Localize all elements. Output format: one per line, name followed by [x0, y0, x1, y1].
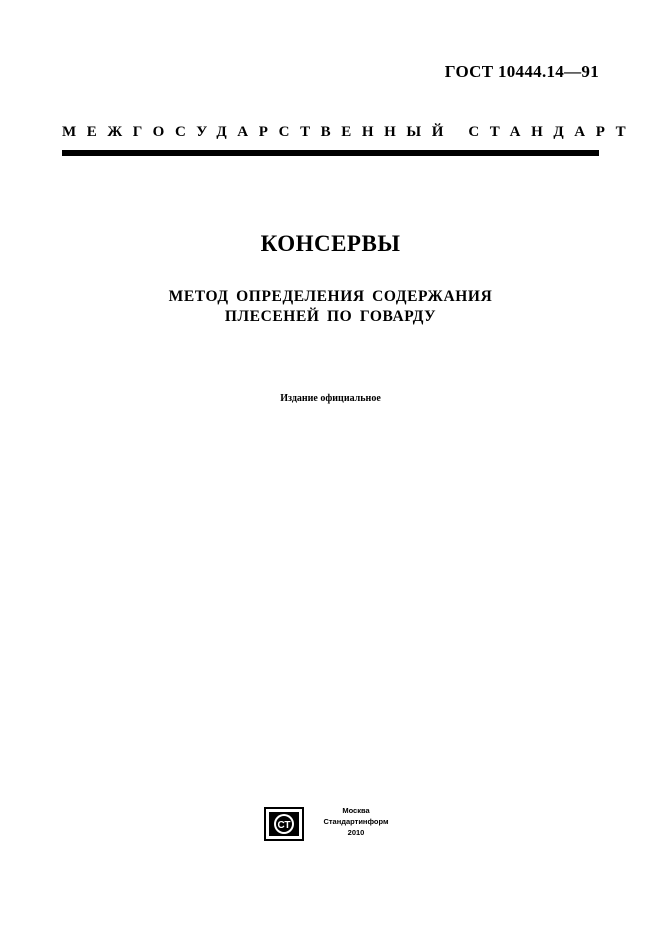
- logo-lettering: СТ: [277, 820, 291, 831]
- subtitle-line-2: ПЛЕСЕНЕЙ ПО ГОВАРДУ: [224, 308, 437, 325]
- publisher-name: Стандартинформ: [323, 817, 389, 826]
- edition-note: Издание официальное: [280, 393, 381, 404]
- standartinform-logo-icon: [264, 807, 304, 841]
- standard-type-heading: МЕЖГОСУДАРСТВЕННЫЙ СТАНДАРТ: [62, 124, 637, 140]
- document-subtitle: [0, 287, 661, 327]
- document-title: КОНСЕРВЫ: [260, 231, 401, 256]
- publisher-city: Москва: [342, 806, 370, 815]
- publisher-text: [308, 805, 404, 838]
- gost-number: ГОСТ 10444.14—91: [444, 62, 599, 81]
- publisher-year: 2010: [347, 828, 365, 837]
- header-rule: [62, 150, 599, 156]
- publisher-block: [264, 805, 404, 845]
- subtitle-line-1: МЕТОД ОПРЕДЕЛЕНИЯ СОДЕРЖАНИЯ: [168, 288, 493, 305]
